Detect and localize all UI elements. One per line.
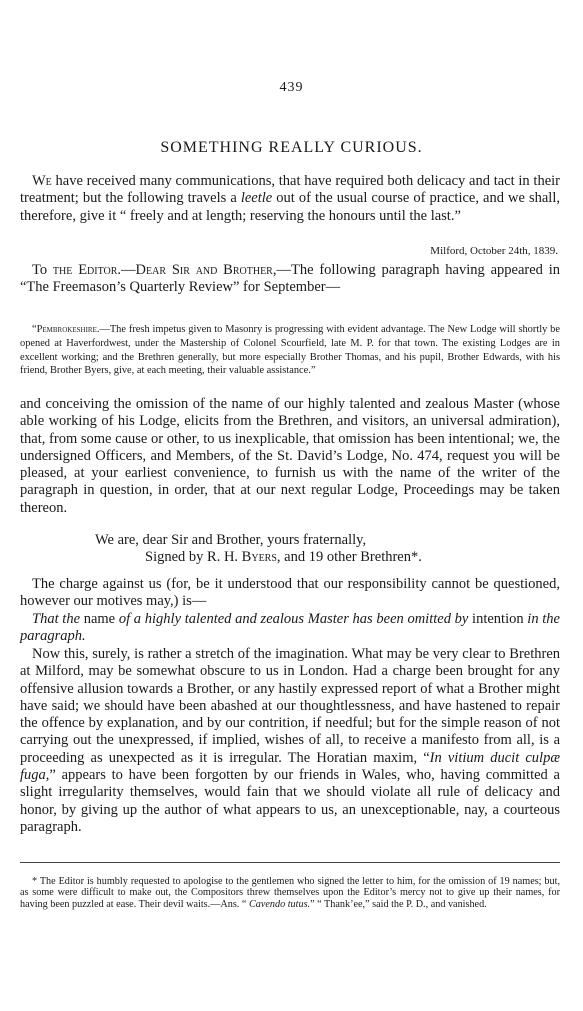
intro-text-b: out of the usual course of practice, and we shall, therefore, give it “ freely and at length; reserving the honours until the last.” bbox=[20, 190, 560, 224]
charge-c: of a highly talented and zealous Master has been omitted by bbox=[118, 611, 469, 627]
closing-others: , and 19 other Brethren*. bbox=[276, 549, 422, 565]
letter-dateline: Milford, October 24th, 1839. bbox=[430, 245, 558, 257]
intro-lead: We bbox=[32, 173, 52, 189]
response2-b: ” appears to have been forgotten by our friends in Wales, who, having committed a slight irregularity themselves, would fain that we should violate all rule of delicacy and honor, by giving up the author of what appears to us, an unexceptionable, nay, a courteous paragraph. bbox=[20, 767, 560, 835]
charge-b: name bbox=[80, 611, 119, 627]
charge-d: intention bbox=[468, 611, 528, 627]
response-paragraph-2 bbox=[20, 646, 560, 836]
footnote-a: * The Editor is humbly requested to apologise to the gentlemen who signed the letter to him, for the omission of 19 names; but, as some were difficult to make out, the Compositors threw themselves upon the Editor’s mercy not to give up their names, for having been puzzled at ease. Their devil waits.—Ans. “ bbox=[20, 876, 560, 910]
footnote-rule bbox=[20, 862, 560, 863]
charge-e: in the paragraph. bbox=[20, 611, 560, 645]
quoted-paragraph bbox=[20, 323, 560, 378]
salutation-to: To bbox=[32, 262, 48, 278]
salutation-the: the bbox=[52, 262, 73, 278]
article-title: SOMETHING REALLY CURIOUS. bbox=[160, 139, 423, 156]
salutation-editor: Editor bbox=[78, 262, 118, 278]
response2-latin: In vitium ducit culpæ fuga, bbox=[20, 749, 561, 784]
charge-paragraph bbox=[20, 611, 560, 646]
footnote-b: ” “ Thank’ee,” said the P. D., and vanished. bbox=[310, 898, 487, 910]
response-paragraph-1 bbox=[20, 576, 560, 611]
closing-name: Byers bbox=[241, 549, 277, 565]
response2-a: Now this, surely, is rather a stretch of the imagination. What may be very clear to Brethren at Milford, may be somewhat obscure to us in London. Had a charge been brought for any offensive allusion towards a Brother, or any hastily expressed report of what a Brother might have said; we should have been abashed at our thoughtlessness, and have hastened to repair the offence by explanation, and by our contrition, if needful; but for the simple reason of not carrying out the unexpressed, if implied, wishes of all, to receive a manifesto from all, is a proceeding as unexpected as it is irregular. The Horatian maxim, “ bbox=[20, 646, 560, 766]
letter-closing-1: We are, dear Sir and Brother, yours fraternally, bbox=[95, 532, 367, 548]
salutation-dash: .— bbox=[117, 262, 136, 278]
quote-text: .—The fresh impetus given to Masonry is progressing with evident advantage. The New Lodge will shortly be opened at Haverfordwest, under the Mastership of Colonel Scourfield, late M. P. for that town. The existing Lodges are in excellent working; and the Brethren generally, but more especially Brother Thomas, and his pupil, Brother Edwards, with his friend, Brother Byers, give, at each meeting, their valuable assistance.” bbox=[20, 324, 560, 377]
intro-italic: leetle bbox=[240, 190, 273, 207]
letter-closing-2 bbox=[145, 549, 422, 566]
closing-signed: Signed by R. H. bbox=[145, 549, 242, 565]
footnote-latin: Cavendo tutus. bbox=[248, 898, 311, 910]
salutation-rest: ,—The following paragraph having appeared in “The Freemason’s Quarterly Review” for September— bbox=[20, 262, 560, 296]
response1-text: The charge against us (for, be it understood that our responsibility cannot be questioned, however our motives may,) is— bbox=[20, 576, 560, 610]
intro-paragraph bbox=[20, 173, 560, 225]
intro-text-a: have received many communications, that have required both delicacy and tact in their treatment; but the following travels a bbox=[20, 173, 560, 207]
quote-lead: “Pembrokeshire bbox=[32, 324, 97, 335]
footnote bbox=[20, 876, 560, 910]
letter-body-text: and conceiving the omission of the name of our highly talented and zealous Master (whose able working of his Lodge, elicits from the Brethren, and visitors, an universal admiration), that, from some cause or other, to us inexplicable, that omission has been intentional; we, the undersigned Officers, and Members, of the St. David’s Lodge, No. 474, request you will be pleased, at your earliest convenience, to furnish us with the name of the writer of the paragraph in question, in order, that at our next regular Lodge, Proceedings may be taken thereon. bbox=[20, 396, 560, 516]
page-number: 439 bbox=[279, 80, 304, 95]
charge-a: That the bbox=[32, 611, 81, 627]
salutation-dear-sir: Dear Sir and Brother bbox=[135, 262, 273, 278]
letter-salutation bbox=[20, 262, 560, 297]
letter-body bbox=[20, 396, 560, 517]
